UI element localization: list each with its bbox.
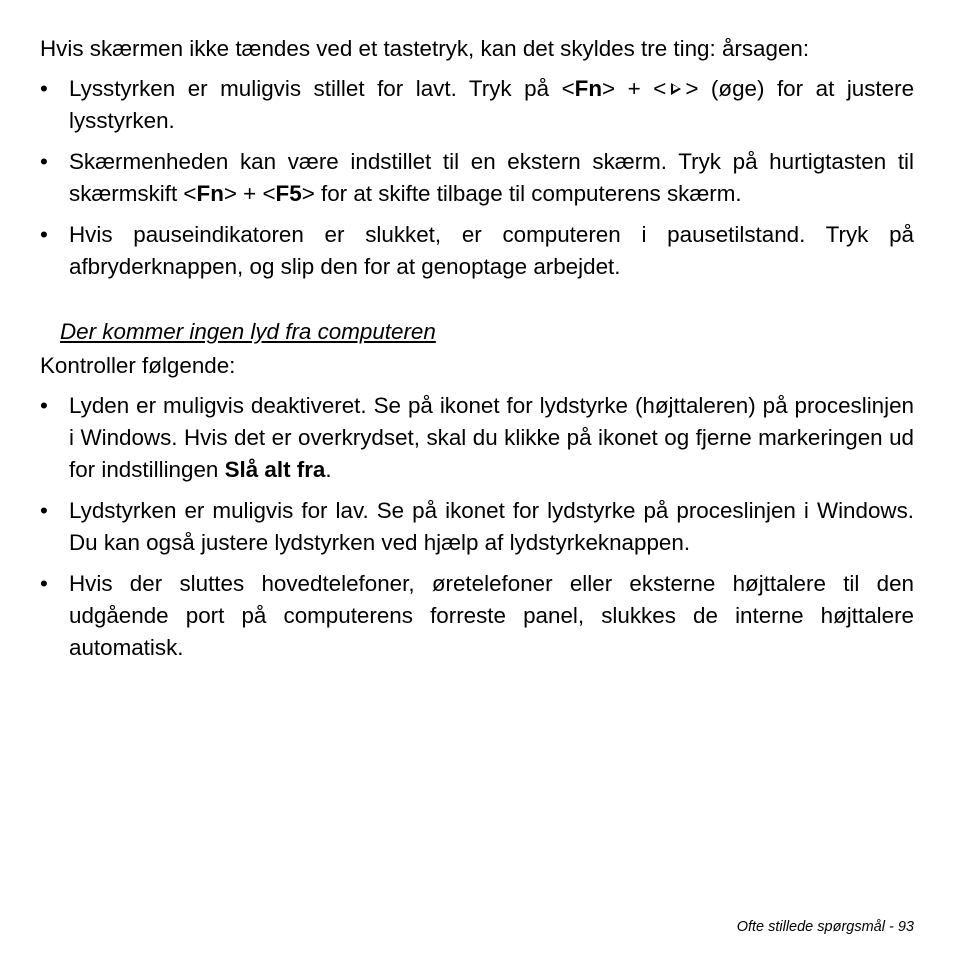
- bullet: •: [40, 571, 48, 596]
- section-heading: Der kommer ingen lyd fra computeren: [60, 319, 436, 344]
- intro-paragraph: Hvis skærmen ikke tændes ved et tastetryk, kan det skyldes tre ting: årsagen:: [40, 36, 810, 61]
- bullet: •: [40, 498, 48, 523]
- page-number: 93: [897, 919, 914, 935]
- key-fn: Fn: [196, 181, 224, 206]
- list-item: • Hvis pauseindikatoren er slukket, er computeren i pausetilstand. Tryk på afbryderknappen, og slip den for at genoptage arbejdet.: [40, 219, 914, 283]
- list-item: • Lydstyrken er muligvis for lav. Se på ikonet for lydstyrke på proceslinjen i Windows. Du kan også justere lydstyrken ved hjælp af lydstyrkeknappen.: [40, 495, 914, 559]
- bullet: •: [40, 222, 48, 247]
- list-item: • Hvis der sluttes hovedtelefoner, øretelefoner eller eksterne højttalere til den udgående port på computerens forreste panel, slukkes de interne højttalere automatisk.: [40, 568, 914, 664]
- bullet: •: [40, 149, 48, 174]
- sound-troubleshoot-list: [40, 390, 914, 664]
- brightness-up-arrow-icon: [671, 83, 681, 95]
- key-fn: Fn: [574, 76, 603, 101]
- list-item: • Lyden er muligvis deaktiveret. Se på ikonet for lydstyrke (højttaleren) på proceslinjen i Windows. Hvis det er overkrydset, skal du klikke på ikonet og fjerne markeringen ud for indstillingen Slå alt fra.: [40, 390, 914, 486]
- footer-section: Ofte stillede spørgsmål -: [736, 919, 894, 935]
- bullet: •: [40, 393, 48, 418]
- bullet: •: [40, 76, 48, 101]
- document-page: [40, 33, 914, 673]
- setting-name: Slå alt fra: [224, 457, 326, 482]
- list-item: • Skærmenheden kan være indstillet til en ekstern skærm. Tryk på hurtigtasten til skærmskift <Fn> + <F5> for at skifte tilbage til computerens skærm.: [40, 146, 914, 210]
- page-footer: [737, 917, 914, 937]
- display-troubleshoot-list: [40, 73, 914, 283]
- section-lead: Kontroller følgende:: [40, 353, 236, 378]
- key-f5: F5: [275, 181, 302, 206]
- list-item: • Lysstyrken er muligvis stillet for lavt. Tryk på <Fn> + < > (øge) for at justere lysstyrken.: [40, 73, 914, 137]
